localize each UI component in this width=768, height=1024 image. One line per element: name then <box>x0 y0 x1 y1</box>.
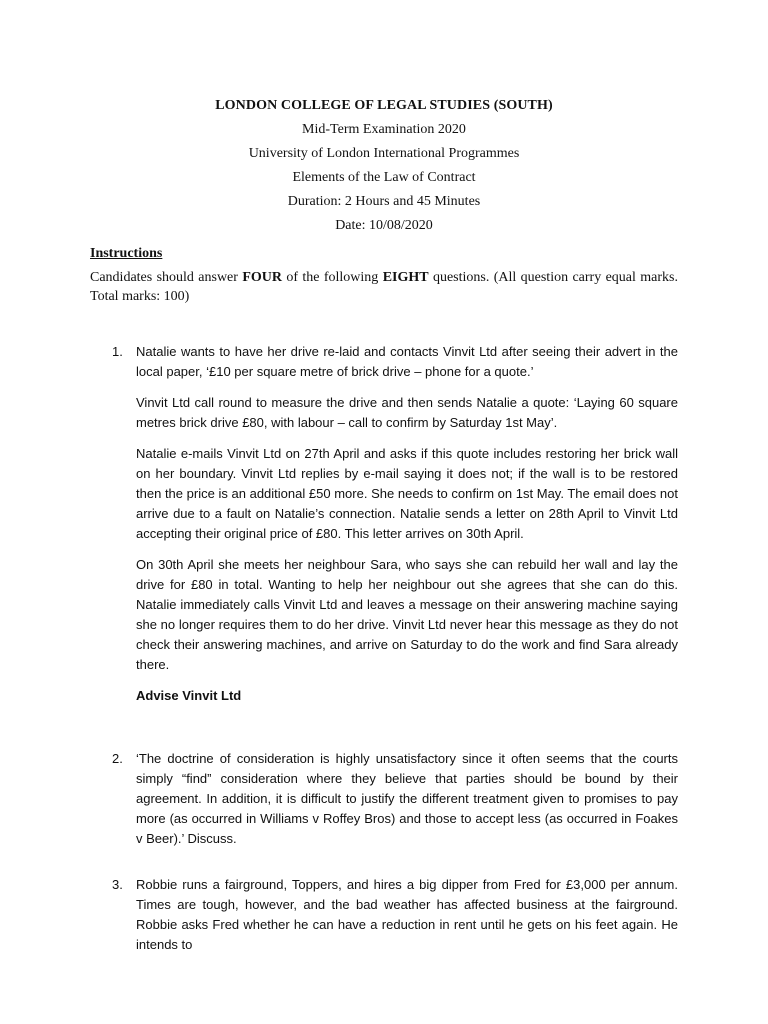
instructions-text-part: of the following <box>281 270 383 285</box>
question-item <box>90 875 678 955</box>
question-paragraph: Robbie runs a fairground, Toppers, and hires a big dipper from Fred for £3,000 per annum. Times are tough, however, and the bad weather has affected business at the fairground. Robbie asks Fred whether he can have a reduction in rent until he gets on his feet again. He intends to <box>136 877 678 952</box>
programme-name: University of London International Programmes <box>248 146 520 161</box>
instructions-heading: Instructions <box>90 246 163 261</box>
question-paragraph: On 30th April she meets her neighbour Sara, who says she can rebuild her wall and lay the drive for £80 in total. Wanting to help her neighbour out she agrees that she can do this. Natalie immediately calls Vinvit Ltd and leaves a message on their answering machine saying she no longer requires them to do her drive. Vinvit Ltd never hear this message as they do not check their answering machines, and arrive on Saturday to do the work and find Sara already there. <box>136 557 678 672</box>
question-number: 2. <box>112 751 123 766</box>
exam-header <box>90 94 678 238</box>
question-paragraph: Natalie wants to have her drive re-laid and contacts Vinvit Ltd after seeing their advert in the local paper, ‘£10 per square metre of brick drive – phone for a quote.’ <box>136 344 678 379</box>
question-item <box>90 749 678 849</box>
instructions-text-part: Candidates should answer <box>90 270 243 285</box>
question-number: 1. <box>112 344 123 359</box>
instructions-text-part: questions. (All question carry equal marks. Total marks: 100) <box>90 270 678 304</box>
institution-name: LONDON COLLEGE OF LEGAL STUDIES (SOUTH) <box>215 98 553 113</box>
question-instruction: Advise Vinvit Ltd <box>136 688 242 703</box>
instructions-count-answer: FOUR <box>242 270 282 285</box>
question-number: 3. <box>112 877 123 892</box>
exam-duration: Duration: 2 Hours and 45 Minutes <box>287 194 481 209</box>
instructions-text <box>90 268 678 306</box>
question-list <box>90 342 678 955</box>
instructions-section <box>90 244 678 306</box>
question-item <box>90 342 678 706</box>
exam-title: Mid-Term Examination 2020 <box>302 122 466 137</box>
question-paragraph: ‘The doctrine of consideration is highly unsatisfactory since it often seems that the courts simply “find” consideration where they believe that parties should be bound by their agreement. In addition, it is difficult to justify the different treatment given to promises to pay more (as occurred in Williams v Roffey Bros) and those to accept less (as occurred in Foakes v Beer).’ Discuss. <box>136 751 678 846</box>
exam-date: Date: 10/08/2020 <box>335 218 433 233</box>
module-name: Elements of the Law of Contract <box>292 170 476 185</box>
question-paragraph: Vinvit Ltd call round to measure the drive and then sends Natalie a quote: ‘Laying 60 square metres brick drive £80, with labour – call to confirm by Saturday 1st May’. <box>136 395 678 430</box>
question-paragraph: Natalie e-mails Vinvit Ltd on 27th April and asks if this quote includes restoring her brick wall on her boundary. Vinvit Ltd replies by e-mail saying it does not; if the wall is to be restored then the price is an additional £50 more. She needs to confirm on 1st May. The email does not arrive due to a fault on Natalie’s connection. Natalie sends a letter on 28th April to Vinvit Ltd accepting their original price of £80. This letter arrives on 30th April. <box>136 446 678 541</box>
instructions-count-total: EIGHT <box>382 270 429 285</box>
